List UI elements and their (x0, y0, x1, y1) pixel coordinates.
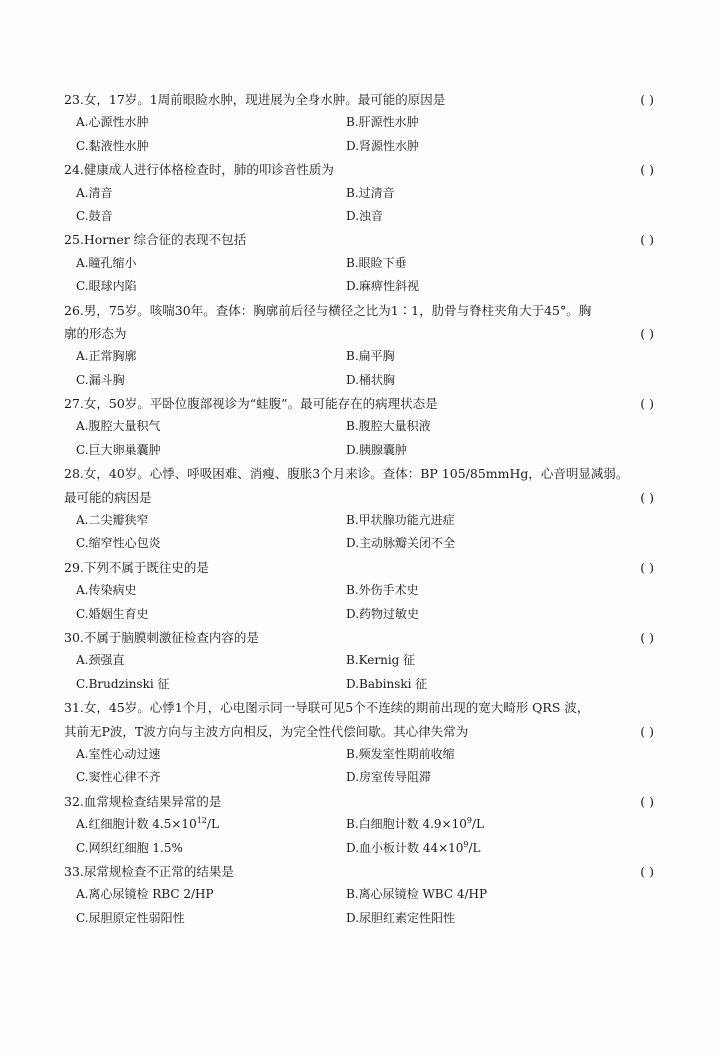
question-stem (64, 228, 654, 251)
option-text: B.白细胞计数 4.9×10 (346, 817, 467, 832)
option-grid (64, 345, 654, 392)
question-stem-text: 30.不属于脑膜刺激征检查内容的是 (64, 629, 259, 645)
answer-blank[interactable]: ( ) (640, 723, 654, 739)
option-b[interactable]: B.外伤手术史 (346, 583, 419, 598)
option-d[interactable]: D.尿胆红素定性阳性 (346, 910, 456, 925)
option-b[interactable] (346, 813, 646, 836)
option-a[interactable]: A.传染病史 (76, 583, 137, 598)
option-c[interactable]: C.尿胆原定性弱阳性 (76, 910, 185, 925)
option-a[interactable]: A.室性心动过速 (76, 746, 161, 761)
option-c[interactable]: C.缩窄性心包炎 (76, 536, 161, 551)
answer-blank[interactable]: ( ) (640, 793, 654, 809)
option-a[interactable] (76, 813, 346, 836)
option-text: C.网织红细胞 1.5% (76, 840, 183, 855)
question-stem-text: 26.男，75岁。咳喘30年。查体：胸廓前后径与横径之比为1∶1，肋骨与脊柱夹角大于45°。胸 (64, 302, 592, 318)
question-stem (64, 299, 654, 322)
option-a[interactable]: A.心源性水肿 (76, 115, 149, 130)
option-d[interactable]: D.Babinski 征 (346, 676, 428, 691)
option-grid (64, 649, 654, 696)
option-grid (64, 111, 654, 158)
option-text: A.红细胞计数 4.5×10 (76, 817, 197, 832)
option-a[interactable]: A.正常胸廓 (76, 349, 137, 364)
option-c[interactable]: C.窦性心律不齐 (76, 770, 161, 785)
answer-blank[interactable]: ( ) (640, 863, 654, 879)
option-c[interactable]: C.眼球内陷 (76, 279, 137, 294)
question-stem-text: 28.女，40岁。心悸、呼吸困难、消瘦、腹胀3个月来诊。查体：BP 105/85mmHg，心音明显减弱。 (64, 466, 629, 482)
question-30 (64, 626, 654, 696)
option-d[interactable]: D.房室传导阻滞 (346, 770, 432, 785)
option-b[interactable]: B.扁平胸 (346, 349, 395, 364)
option-d[interactable]: D.主动脉瓣关闭不全 (346, 536, 456, 551)
question-stem-text: 最可能的病因是 (64, 489, 152, 505)
option-d[interactable]: D.肾源性水肿 (346, 138, 420, 153)
question-stem (64, 790, 654, 813)
question-stem (64, 626, 654, 649)
question-32 (64, 790, 654, 860)
option-grid (64, 509, 654, 556)
answer-blank[interactable]: ( ) (640, 559, 654, 575)
option-text: D.血小板计数 44×10 (346, 840, 464, 855)
answer-blank[interactable]: ( ) (640, 489, 654, 505)
option-b[interactable]: B.离心尿镜检 WBC 4/HP (346, 887, 488, 902)
question-33 (64, 860, 654, 930)
option-grid (64, 813, 654, 860)
question-stem-text: 23.女，17岁。1周前眼睑水肿，现进展为全身水肿。最可能的原因是 (64, 92, 446, 107)
question-stem-text: 25.Horner 综合征的表现不包括 (64, 232, 247, 248)
question-stem (64, 860, 654, 883)
option-grid (64, 415, 654, 462)
option-b[interactable]: B.眼睑下垂 (346, 255, 407, 270)
option-c[interactable]: C.巨大卵巢囊肿 (76, 442, 161, 457)
answer-blank[interactable]: ( ) (640, 92, 654, 107)
option-grid (64, 252, 654, 299)
question-stem-text: 24.健康成人进行体格检查时，肺的叩诊音性质为 (64, 162, 334, 178)
answer-blank[interactable]: ( ) (640, 162, 654, 178)
answer-blank[interactable]: ( ) (640, 396, 654, 412)
option-d[interactable] (346, 837, 646, 860)
question-27 (64, 392, 654, 462)
option-a[interactable]: A.腹腔大量积气 (76, 419, 161, 434)
option-grid (64, 883, 654, 930)
option-d[interactable]: D.麻痹性斜视 (346, 279, 420, 294)
option-c[interactable]: C.鼓音 (76, 208, 113, 223)
answer-blank[interactable]: ( ) (640, 232, 654, 248)
question-stem (64, 158, 654, 181)
question-list (64, 88, 654, 930)
question-31 (64, 696, 654, 790)
question-stem-continued (64, 486, 654, 509)
option-b[interactable]: B.过清音 (346, 185, 395, 200)
option-c[interactable]: C.婚姻生育史 (76, 606, 149, 621)
question-23 (64, 88, 654, 158)
option-a[interactable]: A.瞳孔缩小 (76, 255, 137, 270)
exponent: 9 (463, 839, 469, 849)
option-grid (64, 182, 654, 229)
option-a[interactable]: A.二尖瓣狭窄 (76, 513, 149, 528)
question-stem-text: 33.尿常规检查不正常的结果是 (64, 863, 234, 879)
question-28 (64, 462, 654, 556)
question-stem (64, 696, 654, 719)
option-d[interactable]: D.桶状胸 (346, 372, 396, 387)
option-d[interactable]: D.药物过敏史 (346, 606, 420, 621)
question-stem-continued (64, 322, 654, 345)
exponent: 9 (466, 816, 472, 826)
question-stem-text: 27.女，50岁。平卧位腹部视诊为“蛙腹”。最可能存在的病理状态是 (64, 396, 438, 412)
option-c[interactable]: C.黏液性水肿 (76, 138, 149, 153)
option-c[interactable] (76, 837, 346, 860)
question-29 (64, 556, 654, 626)
question-stem-text: 其前无P波，T波方向与主波方向相反，为完全性代偿间歇。其心律失常为 (64, 723, 469, 739)
option-b[interactable]: B.Kernig 征 (346, 653, 416, 668)
answer-blank[interactable]: ( ) (640, 629, 654, 645)
option-c[interactable]: C.漏斗胸 (76, 372, 125, 387)
question-25 (64, 228, 654, 298)
question-24 (64, 158, 654, 228)
question-26 (64, 299, 654, 393)
option-d[interactable]: D.胰腺囊肿 (346, 442, 408, 457)
question-stem (64, 88, 654, 111)
option-c[interactable]: C.Brudzinski 征 (76, 676, 170, 691)
option-a[interactable]: A.清音 (76, 185, 113, 200)
option-a[interactable]: A.离心尿镜检 RBC 2/HP (76, 887, 214, 902)
question-stem (64, 556, 654, 579)
option-unit: /L (468, 840, 481, 855)
option-grid (64, 743, 654, 790)
question-stem-continued (64, 720, 654, 743)
option-a[interactable]: A.颈强直 (76, 653, 125, 668)
question-stem-text: 32.血常规检查结果异常的是 (64, 793, 222, 809)
option-b[interactable]: B.腹腔大量积液 (346, 419, 431, 434)
option-b[interactable]: B.甲状腺功能亢进症 (346, 513, 455, 528)
question-stem-text: 31.女，45岁。心悸1个月，心电图示同一导联可见5个不连续的期前出现的宽大畸形 QRS 波， (64, 700, 590, 716)
question-stem-text: 29.下列不属于既往史的是 (64, 559, 209, 575)
option-b[interactable]: B.肝源性水肿 (346, 115, 419, 130)
question-stem (64, 392, 654, 415)
answer-blank[interactable]: ( ) (640, 325, 654, 341)
option-unit: /L (206, 817, 219, 832)
option-d[interactable]: D.浊音 (346, 208, 384, 223)
option-b[interactable]: B.频发室性期前收缩 (346, 746, 455, 761)
question-stem-text: 廓的形态为 (64, 325, 127, 341)
question-stem (64, 462, 654, 485)
option-unit: /L (471, 817, 484, 832)
option-grid (64, 579, 654, 626)
exponent: 12 (196, 816, 207, 826)
